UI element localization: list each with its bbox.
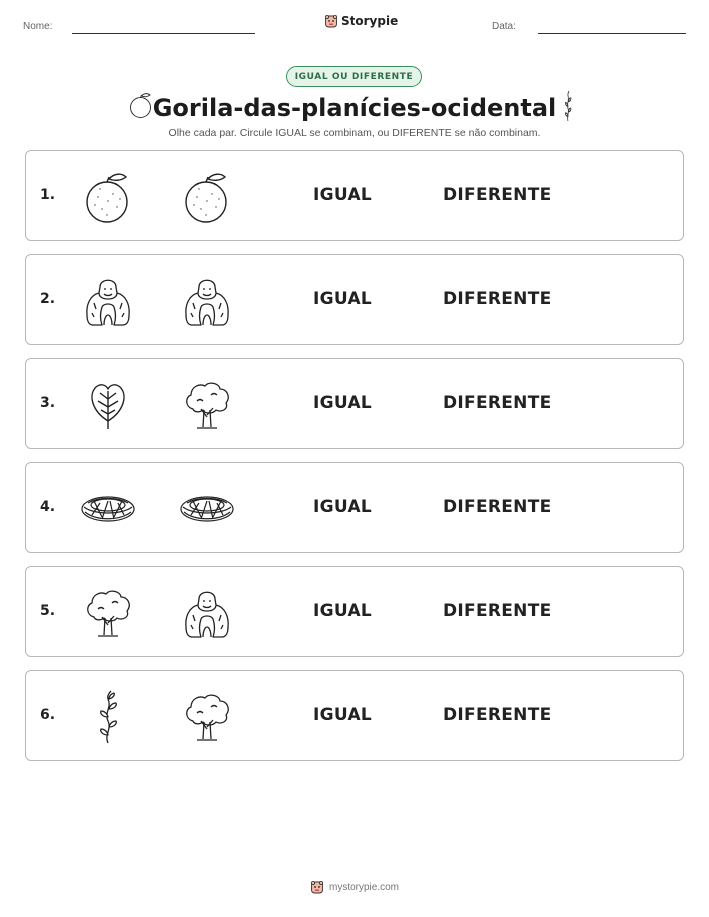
storypie-mascot-icon — [324, 14, 338, 28]
option-igual[interactable]: IGUAL — [313, 497, 373, 517]
page-title: Gorila-das-planícies-ocidental — [152, 94, 557, 122]
question-number: 3. — [40, 395, 56, 411]
option-diferente[interactable]: DIFERENTE — [443, 601, 552, 621]
question-row — [25, 254, 684, 345]
question-number: 1. — [40, 187, 56, 203]
gorilla-icon — [179, 273, 235, 329]
vine-icon — [558, 90, 578, 122]
tree-icon — [179, 689, 235, 745]
tree-icon — [80, 585, 136, 641]
gorilla-icon — [80, 273, 136, 329]
question-number: 2. — [40, 291, 56, 307]
gorilla-icon — [179, 585, 235, 641]
brand-name: Storypie — [341, 14, 399, 28]
nest-icon — [179, 481, 235, 537]
option-diferente[interactable]: DIFERENTE — [443, 497, 552, 517]
question-row — [25, 462, 684, 553]
brand-logo — [324, 14, 398, 28]
question-row — [25, 358, 684, 449]
option-igual[interactable]: IGUAL — [313, 393, 373, 413]
question-number: 4. — [40, 499, 56, 515]
footer-url[interactable]: mystorypie.com — [328, 881, 399, 893]
storypie-mascot-icon — [310, 880, 324, 894]
vine-icon — [80, 689, 136, 745]
date-label: Data: — [492, 21, 516, 32]
option-diferente[interactable]: DIFERENTE — [443, 705, 552, 725]
orange-icon — [179, 169, 235, 225]
option-diferente[interactable]: DIFERENTE — [443, 185, 552, 205]
instructions: Olhe cada par. Circule IGUAL se combinam, ou DIFERENTE se não combinam. — [168, 127, 541, 139]
activity-badge: IGUAL OU DIFERENTE — [286, 66, 422, 87]
name-label: Nome: — [23, 21, 53, 32]
tree-icon — [179, 377, 235, 433]
orange-icon — [80, 169, 136, 225]
leaf-icon — [80, 377, 136, 433]
option-diferente[interactable]: DIFERENTE — [443, 289, 552, 309]
date-line[interactable] — [538, 33, 686, 34]
question-row — [25, 150, 684, 241]
question-number: 5. — [40, 603, 56, 619]
option-igual[interactable]: IGUAL — [313, 601, 373, 621]
option-igual[interactable]: IGUAL — [313, 705, 373, 725]
option-igual[interactable]: IGUAL — [313, 185, 373, 205]
nest-icon — [80, 481, 136, 537]
footer — [0, 880, 709, 894]
question-row — [25, 670, 684, 761]
question-row — [25, 566, 684, 657]
question-number: 6. — [40, 707, 56, 723]
option-diferente[interactable]: DIFERENTE — [443, 393, 552, 413]
name-line[interactable] — [72, 33, 255, 34]
option-igual[interactable]: IGUAL — [313, 289, 373, 309]
